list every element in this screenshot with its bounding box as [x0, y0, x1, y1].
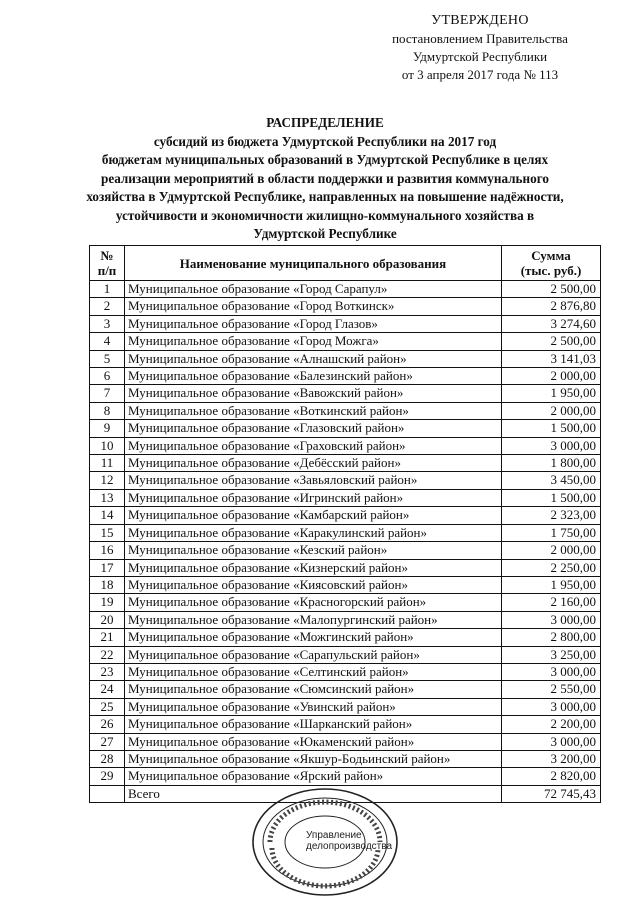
- row-sum: 1 800,00: [502, 455, 601, 472]
- row-sum: 1 950,00: [502, 385, 601, 402]
- header-sum: [502, 246, 601, 281]
- row-name: Муниципальное образование «Шарканский район»: [125, 716, 502, 733]
- row-sum: 2 200,00: [502, 716, 601, 733]
- row-sum: 2 800,00: [502, 629, 601, 646]
- stamp-line-2: делопроизводства: [306, 841, 393, 852]
- row-name: Муниципальное образование «Ярский район»: [125, 768, 502, 785]
- row-name: Муниципальное образование «Сюмсинский район»: [125, 681, 502, 698]
- row-number: 21: [90, 629, 125, 646]
- row-sum: 3 250,00: [502, 646, 601, 663]
- row-sum: 2 000,00: [502, 368, 601, 385]
- row-sum: 2 160,00: [502, 594, 601, 611]
- row-number: 2: [90, 298, 125, 315]
- table-row: [90, 646, 601, 663]
- table-row: [90, 420, 601, 437]
- row-name: Муниципальное образование «Завьяловский район»: [125, 472, 502, 489]
- row-sum: 3 000,00: [502, 733, 601, 750]
- row-sum: 3 000,00: [502, 663, 601, 680]
- table-row: [90, 750, 601, 767]
- row-name: Муниципальное образование «Можгинский район»: [125, 629, 502, 646]
- title-line-6: Удмуртской Республике: [253, 226, 397, 241]
- approval-line-3: от 3 апреля 2017 года № 113: [401, 67, 559, 82]
- stamp-text: [306, 830, 393, 852]
- row-name: Муниципальное образование «Игринский район»: [125, 489, 502, 506]
- row-number: 9: [90, 420, 125, 437]
- table-row: [90, 663, 601, 680]
- total-num-cell: [90, 785, 125, 802]
- table-row: [90, 611, 601, 628]
- row-name: Муниципальное образование «Кизнерский район»: [125, 559, 502, 576]
- table-row: [90, 507, 601, 524]
- row-name: Муниципальное образование «Город Можга»: [125, 333, 502, 350]
- table-row: [90, 333, 601, 350]
- row-name: Муниципальное образование «Красногорский район»: [125, 594, 502, 611]
- row-number: 10: [90, 437, 125, 454]
- row-sum: 2 820,00: [502, 768, 601, 785]
- row-sum: 2 323,00: [502, 507, 601, 524]
- row-number: 29: [90, 768, 125, 785]
- title-line-3: реализации мероприятий в области поддержки и развития коммунального: [101, 170, 549, 186]
- approval-block: [360, 12, 600, 84]
- row-sum: 3 141,03: [502, 350, 601, 367]
- table-row: [90, 315, 601, 332]
- title-main: РАСПРЕДЕЛЕНИЕ: [266, 115, 384, 130]
- row-number: 14: [90, 507, 125, 524]
- row-name: Муниципальное образование «Алнашский район»: [125, 350, 502, 367]
- approval-line-2: Удмуртской Республики: [412, 49, 548, 64]
- row-name: Муниципальное образование «Киясовский район»: [125, 576, 502, 593]
- row-number: 18: [90, 576, 125, 593]
- row-sum: 2 550,00: [502, 681, 601, 698]
- header-sum-1: Сумма: [531, 248, 571, 263]
- row-number: 23: [90, 663, 125, 680]
- row-sum: 2 250,00: [502, 559, 601, 576]
- row-number: 25: [90, 698, 125, 715]
- table-row: [90, 402, 601, 419]
- row-sum: 3 450,00: [502, 472, 601, 489]
- row-name: Муниципальное образование «Дебёсский район»: [125, 455, 502, 472]
- row-sum: 3 000,00: [502, 611, 601, 628]
- row-name: Муниципальное образование «Каракулинский район»: [125, 524, 502, 541]
- row-number: 6: [90, 368, 125, 385]
- row-number: 11: [90, 455, 125, 472]
- table-row: [90, 281, 601, 298]
- row-number: 27: [90, 733, 125, 750]
- row-number: 15: [90, 524, 125, 541]
- table-row: [90, 524, 601, 541]
- row-number: 19: [90, 594, 125, 611]
- row-number: 24: [90, 681, 125, 698]
- row-number: 12: [90, 472, 125, 489]
- row-sum: 2 876,80: [502, 298, 601, 315]
- header-num-2: п/п: [97, 263, 117, 278]
- row-sum: 1 500,00: [502, 420, 601, 437]
- row-name: Муниципальное образование «Вавожский район»: [125, 385, 502, 402]
- table-row: [90, 733, 601, 750]
- row-number: 26: [90, 716, 125, 733]
- table-row: [90, 489, 601, 506]
- row-name: Муниципальное образование «Камбарский район»: [125, 507, 502, 524]
- stamp-line-1: Управление: [306, 830, 362, 841]
- table-row: [90, 455, 601, 472]
- title-line-5: устойчивости и экономичности жилищно-коммунального хозяйства в: [115, 207, 535, 223]
- row-number: 16: [90, 542, 125, 559]
- row-name: Муниципальное образование «Воткинский район»: [125, 402, 502, 419]
- row-number: 20: [90, 611, 125, 628]
- row-number: 4: [90, 333, 125, 350]
- row-name: Муниципальное образование «Кезский район»: [125, 542, 502, 559]
- title-line-1: субсидий из бюджета Удмуртской Республики на 2017 год: [153, 133, 497, 149]
- title-line-4: хозяйства в Удмуртской Республике, направленных на повышение надёжности,: [86, 189, 564, 204]
- row-name: Муниципальное образование «Сарапульский район»: [125, 646, 502, 663]
- table-row: [90, 385, 601, 402]
- row-number: 17: [90, 559, 125, 576]
- row-number: 3: [90, 315, 125, 332]
- row-sum: 1 750,00: [502, 524, 601, 541]
- row-sum: 3 000,00: [502, 437, 601, 454]
- table-row: [90, 698, 601, 715]
- table-row: [90, 594, 601, 611]
- table-row: [90, 472, 601, 489]
- row-sum: 2 000,00: [502, 542, 601, 559]
- table-row: [90, 629, 601, 646]
- row-number: 8: [90, 402, 125, 419]
- table-row: [90, 559, 601, 576]
- row-number: 7: [90, 385, 125, 402]
- row-name: Муниципальное образование «Увинский район»: [125, 698, 502, 715]
- row-sum: 2 500,00: [502, 333, 601, 350]
- title-line-2: бюджетам муниципальных образований в Удмуртской Республике в целях: [101, 152, 549, 167]
- row-number: 22: [90, 646, 125, 663]
- table-row: [90, 681, 601, 698]
- row-sum: 1 500,00: [502, 489, 601, 506]
- header-num: [90, 246, 125, 281]
- row-number: 28: [90, 750, 125, 767]
- row-sum: 3 000,00: [502, 698, 601, 715]
- row-sum: 1 950,00: [502, 576, 601, 593]
- row-name: Муниципальное образование «Малопургинский район»: [125, 611, 502, 628]
- header-num-1: №: [100, 248, 114, 263]
- table-row: [90, 542, 601, 559]
- row-name: Муниципальное образование «Город Сарапул»: [125, 281, 502, 298]
- table-row: [90, 716, 601, 733]
- row-sum: 2 500,00: [502, 281, 601, 298]
- approval-line-1: постановлением Правительства: [392, 31, 568, 46]
- table-row: [90, 576, 601, 593]
- approval-heading: УТВЕРЖДЕНО: [431, 13, 529, 28]
- table-row: [90, 350, 601, 367]
- row-name: Муниципальное образование «Селтинский район»: [125, 663, 502, 680]
- row-name: Муниципальное образование «Глазовский район»: [125, 420, 502, 437]
- row-name: Муниципальное образование «Юкаменский район»: [125, 733, 502, 750]
- row-sum: 2 000,00: [502, 402, 601, 419]
- table-body: [90, 281, 601, 786]
- total-sum: 72 745,43: [502, 785, 601, 802]
- row-name: Муниципальное образование «Якшур-Бодьинский район»: [125, 750, 502, 767]
- table-header-row: [90, 246, 601, 281]
- header-sum-2: (тыс. руб.): [520, 263, 582, 278]
- row-number: 5: [90, 350, 125, 367]
- header-name: Наименование муниципального образования: [125, 246, 502, 281]
- row-sum: 3 274,60: [502, 315, 601, 332]
- row-number: 1: [90, 281, 125, 298]
- table-row: [90, 437, 601, 454]
- row-sum: 3 200,00: [502, 750, 601, 767]
- table-row: [90, 298, 601, 315]
- row-name: Муниципальное образование «Город Воткинск»: [125, 298, 502, 315]
- table-row: [90, 768, 601, 785]
- total-label: Всего: [125, 785, 502, 802]
- table-row: [90, 368, 601, 385]
- row-name: Муниципальное образование «Город Глазов»: [125, 315, 502, 332]
- document-title: [80, 114, 570, 244]
- row-name: Муниципальное образование «Балезинский район»: [125, 368, 502, 385]
- row-number: 13: [90, 489, 125, 506]
- subsidy-table: [89, 245, 601, 803]
- row-name: Муниципальное образование «Граховский район»: [125, 437, 502, 454]
